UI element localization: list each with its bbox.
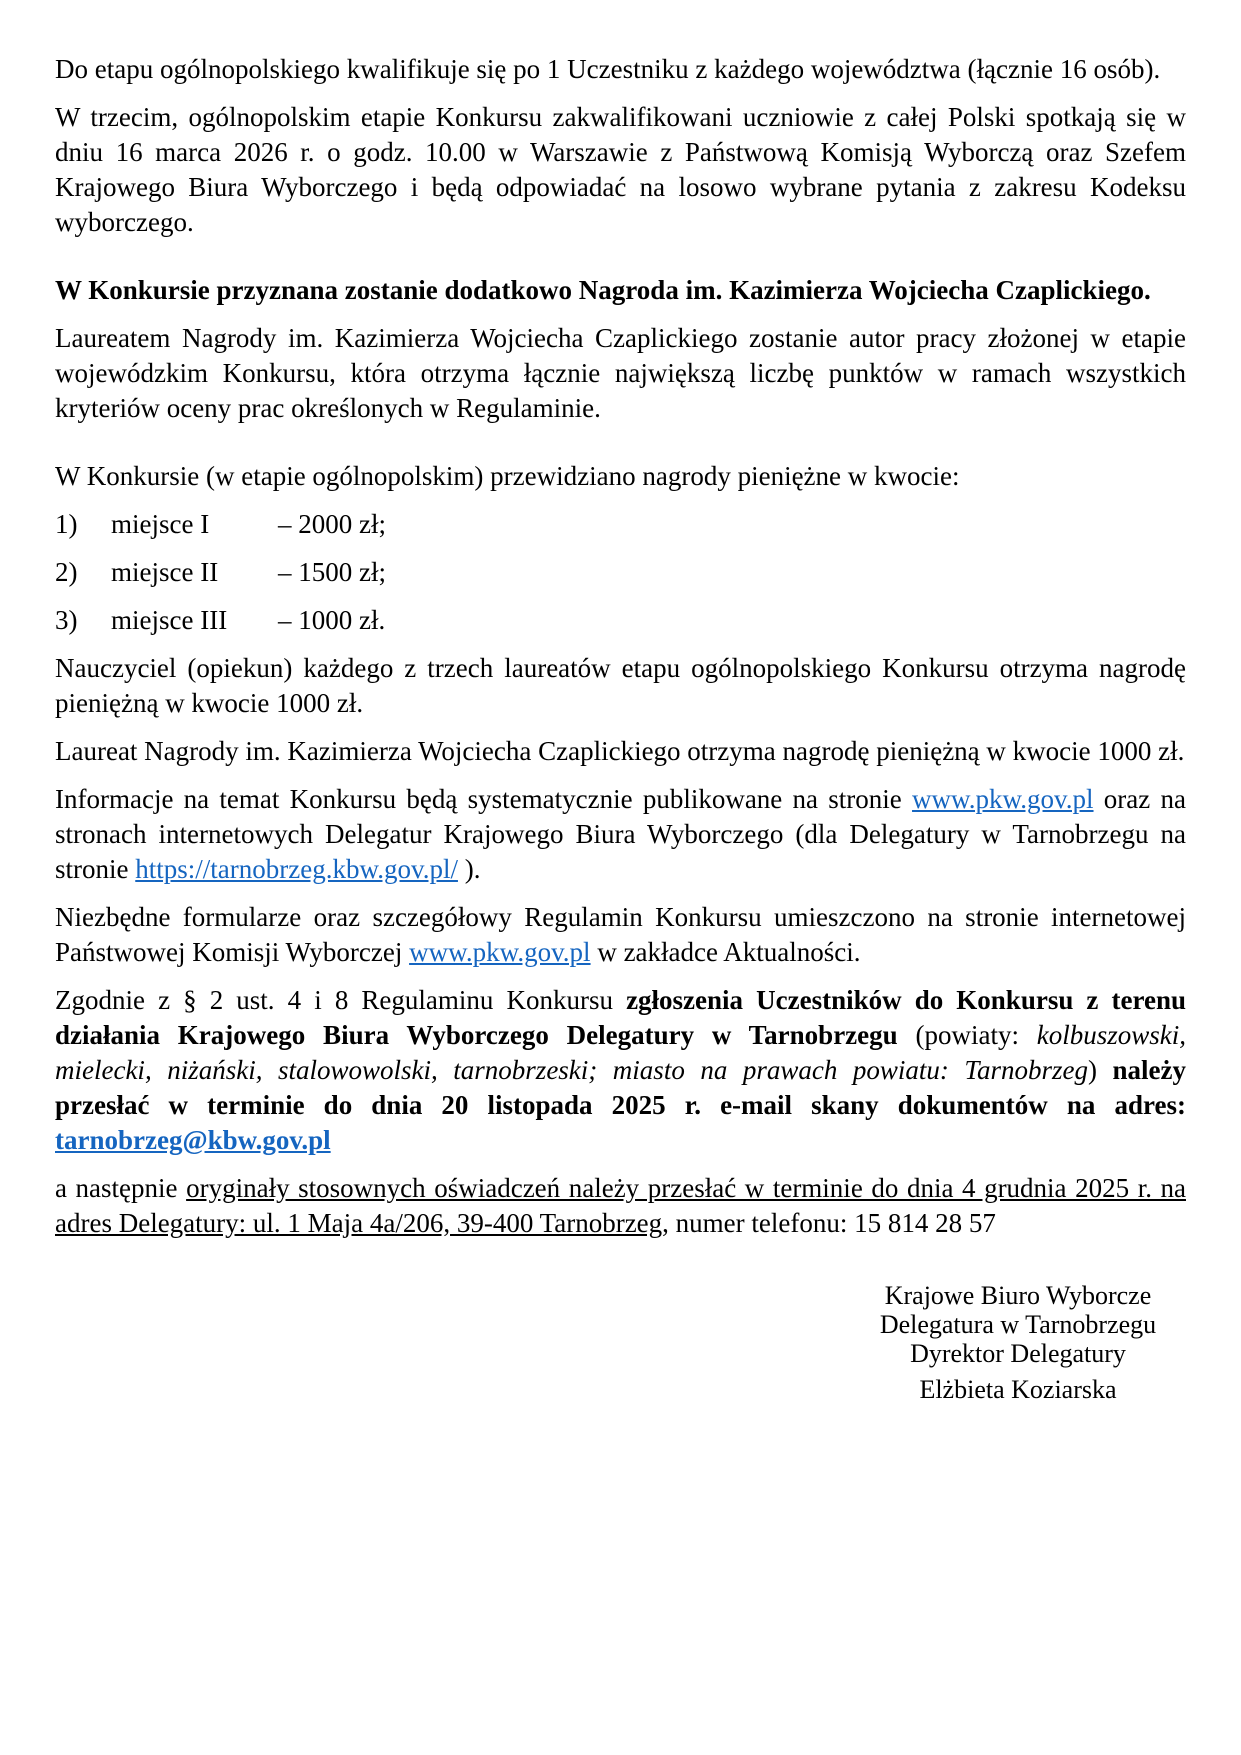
text-run: Informacje na temat Konkursu będą systematycznie publikowane na stronie: [55, 784, 913, 814]
link-pkw-gov-1[interactable]: www.pkw.gov.pl: [912, 784, 1094, 814]
signature-name: Elżbieta Koziarska: [919, 1375, 1117, 1404]
paragraph-teacher-prize: Nauczyciel (opiekun) każdego z trzech laureatów etapu ogólnopolskiego Konkursu otrzyma nagrodę pieniężną w kwocie 1000 zł.: [55, 653, 1186, 718]
text-run-underline: oryginały stosownych oświadczeń należy przesłać w terminie do dnia 4 grudnia 2025 r. na adres Delegatury: ul. 1 Maja 4a/206, 39-400 Tarnobrzeg,: [55, 1173, 1186, 1238]
paragraph-czaplicki-prize: Laureat Nagrody im. Kazimierza Wojciecha Czaplickiego otrzyma nagrodę pieniężną w kwocie 1000 zł.: [55, 736, 1185, 766]
text-run: w zakładce Aktualności.: [590, 937, 861, 967]
prize-place: miejsce III: [111, 605, 228, 635]
prize-list: [55, 507, 1186, 638]
heading-special-award: W Konkursie przyznana zostanie dodatkowo Nagroda im. Kazimierza Wojciecha Czaplickiego.: [55, 275, 1151, 305]
prize-row: [55, 555, 1186, 590]
text-run: Zgodnie z § 2 ust. 4 i 8 Regulaminu Konkursu: [55, 985, 627, 1015]
paragraph-forms-info: [55, 900, 1186, 970]
prize-number: 2): [55, 557, 78, 587]
prize-row: [55, 603, 1186, 638]
text-run: oraz na stronach internetowych Delegatur Krajowego Biura Wyborczego (dla Delegatury w Tarnobrzegu na stronie: [55, 784, 1186, 884]
link-pkw-gov-2[interactable]: www.pkw.gov.pl: [409, 937, 591, 967]
text-run-bold: należy przesłać w terminie do dnia 20 listopada 2025 r. e-mail skany dokumentów na adres:: [55, 1055, 1186, 1120]
paragraph-national-stage: W trzecim, ogólnopolskim etapie Konkursu zakwalifikowani uczniowie z całej Polski spotkają się w dniu 16 marca 2026 r. o godz. 10.00 w Warszawie z Państwową Komisją Wyborczą oraz Szefem Krajowego Biura Wyborczego i będą odpowiadać na losowo wybrane pytania z zakresu Kodeksu wyborczego.: [55, 102, 1186, 237]
paragraph-qualification: Do etapu ogólnopolskiego kwalifikuje się po 1 Uczestniku z każdego województwa (łącznie 16 osób).: [55, 54, 1161, 84]
text-run: a następnie: [55, 1173, 187, 1203]
prize-amount: – 1500 zł;: [278, 557, 386, 587]
text-run: Niezbędne formularze oraz szczegółowy Regulamin Konkursu umieszczono na stronie internetowej Państwowej Komisji Wyborczej: [55, 902, 1186, 967]
signature-org: Krajowe Biuro Wyborcze: [884, 1281, 1152, 1310]
prize-number: 3): [55, 605, 78, 635]
text-run: numer telefonu: 15 814 28 57: [668, 1208, 996, 1238]
text-run-italic: kolbuszowski, mielecki, niżański, stalowowolski, tarnobrzeski; miasto na prawach powiatu: Tarnobrzeg: [55, 1020, 1186, 1085]
paragraph-award-laureate: Laureatem Nagrody im. Kazimierza Wojciecha Czaplickiego zostanie autor pracy złożonej w etapie wojewódzkim Konkursu, która otrzyma łącznie największą liczbę punktów w ramach wszystkich kryteriów oceny prac określonych w Regulaminie.: [55, 323, 1186, 423]
signature-title: Dyrektor Delegatury: [910, 1339, 1126, 1368]
signature-delegation: Delegatura w Tarnobrzegu: [879, 1310, 1157, 1339]
prize-place: miejsce II: [111, 557, 219, 587]
link-tarnobrzeg-kbw[interactable]: https://tarnobrzeg.kbw.gov.pl/: [135, 854, 458, 884]
prize-amount: – 2000 zł;: [278, 509, 386, 539]
text-run: ): [1087, 1055, 1113, 1085]
link-email-tarnobrzeg[interactable]: tarnobrzeg@kbw.gov.pl: [55, 1125, 331, 1155]
prize-row: [55, 507, 1186, 542]
paragraph-originals-deadline: [55, 1171, 1186, 1241]
paragraph-info-websites: [55, 782, 1186, 887]
prize-amount: – 1000 zł.: [278, 605, 386, 635]
text-run: (powiaty:: [915, 1020, 1037, 1050]
prize-number: 1): [55, 509, 78, 539]
text-run-bold: zgłoszenia Uczestników do Konkursu z terenu działania Krajowego Biura Wyborczego Delegatury w Tarnobrzegu: [55, 985, 1186, 1050]
paragraph-submission-deadline: [55, 983, 1186, 1158]
signature-block: [878, 1281, 1158, 1404]
paragraph-prizes-intro: W Konkursie (w etapie ogólnopolskim) przewidziano nagrody pieniężne w kwocie:: [55, 461, 960, 491]
text-run: ).: [457, 854, 481, 884]
prize-place: miejsce I: [111, 509, 210, 539]
